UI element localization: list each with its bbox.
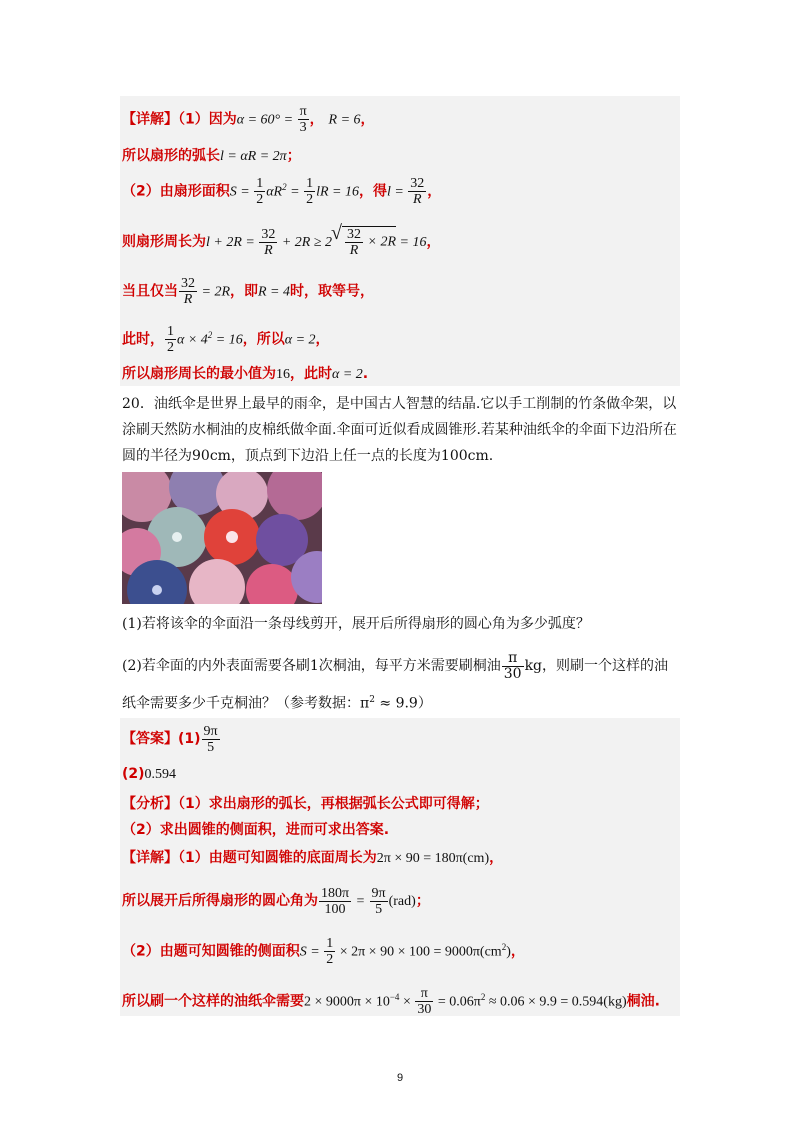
detail-line-3: （2）由扇形面积S = $\frac{1}{2}$ $\alpha R^2$ = $\frac{1}{2}$ lR = 16，得l = $\frac{32}{R}$ ，: [122, 176, 442, 207]
answer-line-2: (2)0.594: [122, 766, 177, 782]
page-number: 9: [396, 1072, 404, 1084]
detail-line-4: 则扇形周长为l + 2R = $\frac{32}{R}$ + 2R ≥ 2 √ $\frac{32}{R}$ × 2R = 16，: [122, 226, 440, 258]
detail-line-2: 所以扇形的弧长l = αR = 2π；: [122, 148, 301, 164]
detail-line-5: 当且仅当 $\frac{32}{R}$ = 2R，即R = 4时，取等号，: [122, 276, 374, 307]
analysis-line-1: 【分析】（1）求出扇形的弧长，再根据弧长公式即可得解；: [122, 796, 489, 812]
detail-line-6: 此时， $\frac{1}{2}$ $\alpha \times 4^2 = 16$，所以α = 2，: [122, 324, 330, 355]
solution-line-2: 所以展开后所得扇形的圆心角为 $\frac{180\pi}{100}$ = $\frac{9\pi}{5}$ (rad)；: [122, 885, 430, 917]
solution-line-3: （2）由题可知圆锥的侧面积S = $\frac{1}{2}$ × $2\pi \times 90 \times 100 = 9000\pi(cm^2)$，: [122, 936, 525, 968]
analysis-line-2: （2）求出圆锥的侧面积，进而可求出答案.: [122, 822, 390, 838]
detail-line-7: 所以扇形周长的最小值为16，此时α = 2.: [122, 366, 369, 382]
detail-line-1: 【详解】（1）因为α = 60° = $\frac{\pi}{3}$ ， R = 6，: [122, 104, 375, 135]
solution-line-1: 【详解】（1）由题可知圆锥的底面周长为2π × 90 = 180π(cm)，: [122, 850, 504, 866]
answer-line-1: 【答案】(1) $\frac{9\pi}{5}$: [122, 723, 218, 755]
question-line-1: 20．油纸伞是世界上最早的雨伞，是中国古人智慧的结晶.它以手工削制的竹条做伞架，以: [122, 396, 677, 412]
sub-question-2-line-1: (2)若伞面的内外表面需要各刷1次桐油，每平方米需要刷桐油 $\frac{\pi}{30}$ kg，则刷一个这样的油: [122, 649, 669, 682]
question-line-2: 涂刷天然防水桐油的皮棉纸做伞面.伞面可近似看成圆锥形.若某种油纸伞的伞面下边沿所在: [122, 422, 677, 438]
sub-question-2-line-2: 纸伞需要多少千克桐油？（参考数据：$\pi^2 \approx 9.9$）: [122, 695, 432, 712]
question-line-3: 圆的半径为90cm，顶点到下边沿上任一点的长度为100cm.: [122, 448, 494, 464]
solution-line-4: 所以刷一个这样的油纸伞需要$2 \times 9000\pi \times 10^{-4}$ × $\frac{\pi}{30}$ = $0.06\pi^2 \approx 0.06 \times 9.9 = 0.594(kg)$桐油.: [122, 986, 660, 1018]
umbrella-photo: [122, 472, 322, 604]
sub-question-1: (1)若将该伞的伞面沿一条母线剪开，展开后所得扇形的圆心角为多少弧度？: [122, 616, 590, 632]
